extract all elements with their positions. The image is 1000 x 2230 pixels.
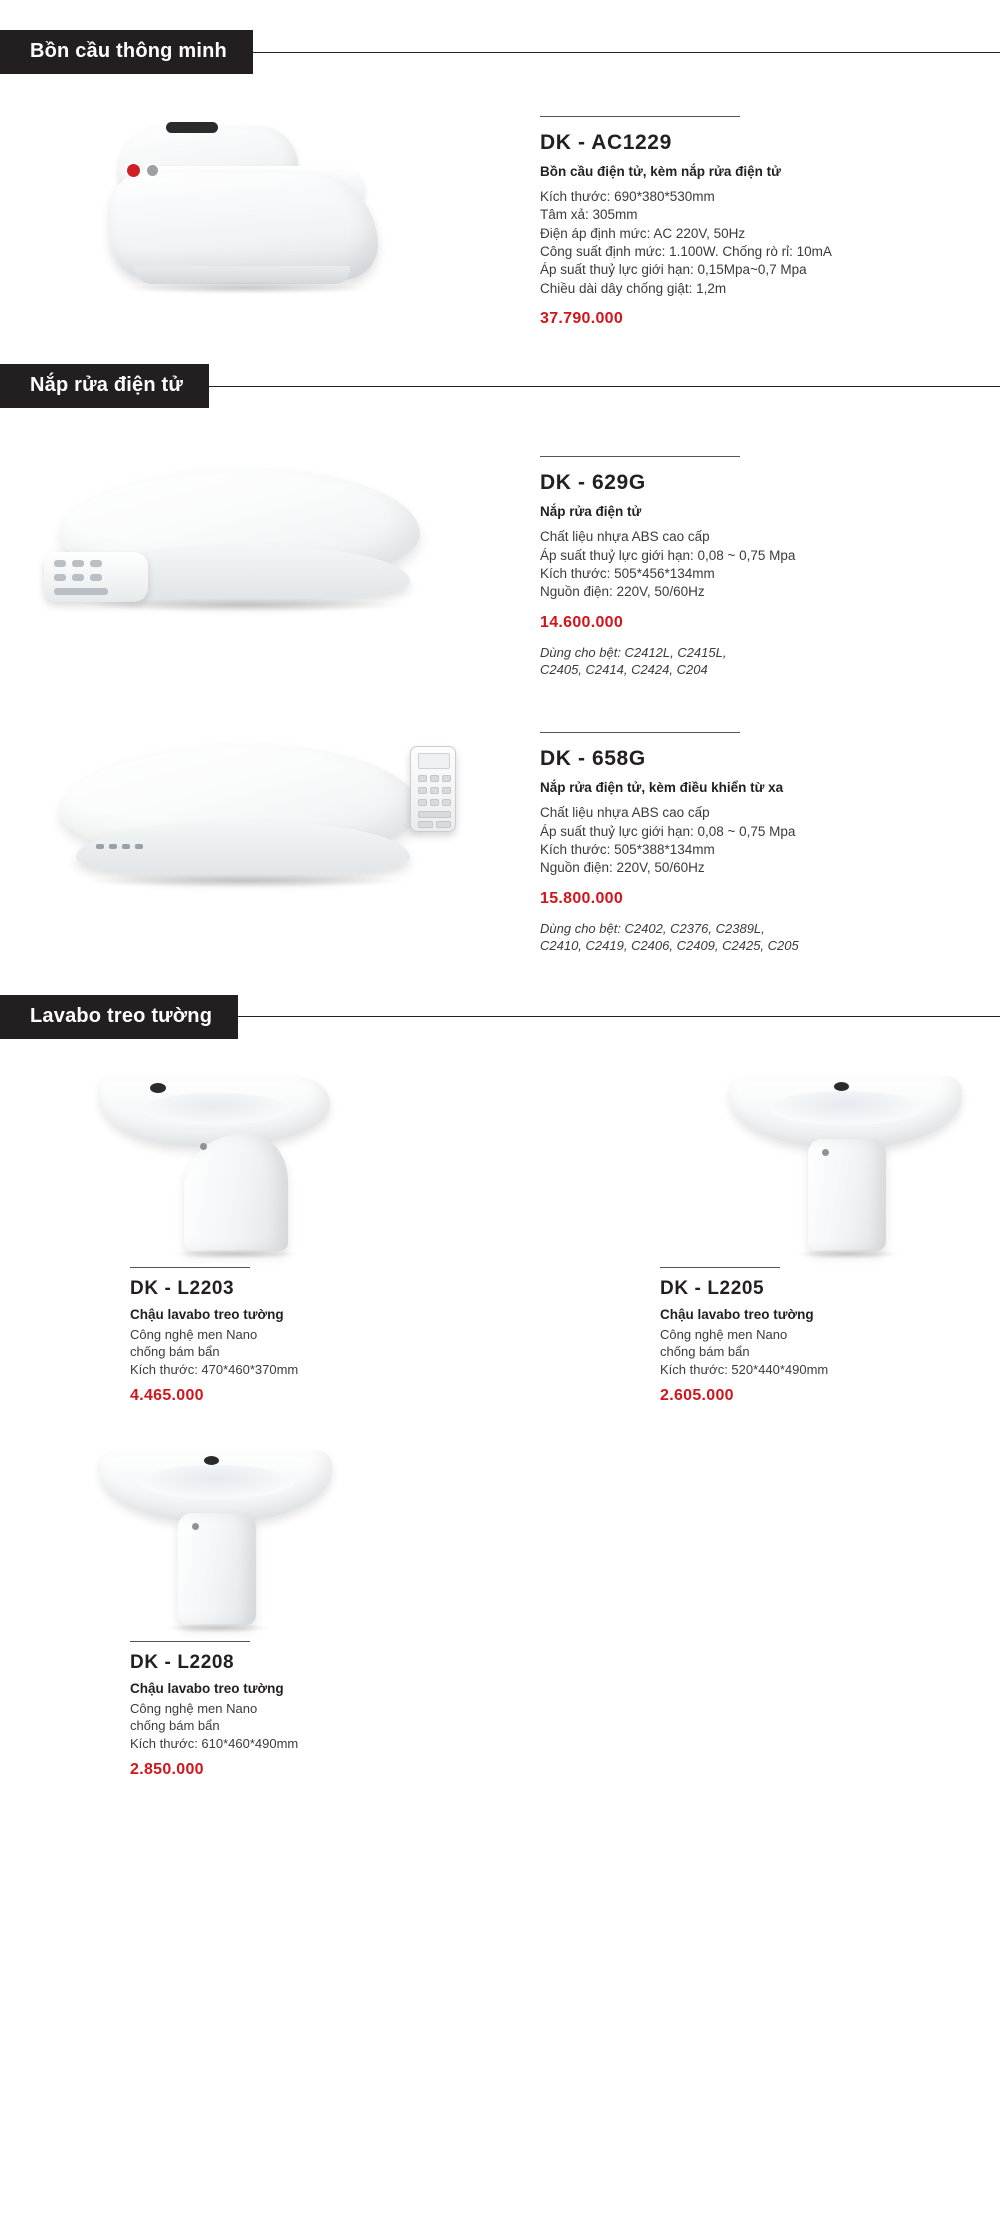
product-specs (540, 528, 1000, 601)
product-subtitle: Bồn cầu điện tử, kèm nắp rửa điện tử (540, 164, 781, 179)
spec-line: chống bám bẩn (130, 1718, 220, 1734)
basin-skirt (184, 1133, 288, 1251)
faucet-hole-icon (150, 1083, 166, 1093)
toilet-tank-top-panel (166, 122, 218, 133)
product-image-629g (0, 448, 540, 658)
panel-button-icon (54, 574, 66, 581)
product-cell-empty (500, 1415, 1000, 1789)
remote-button-icon (442, 799, 451, 806)
info-divider-line (540, 732, 740, 733)
smart-toilet-illustration (100, 116, 420, 301)
remote-button-icon (418, 811, 451, 818)
spec-line: Công suất định mức: 1.100W. Chống rò rỉ: 10mA (540, 244, 832, 260)
spec-line: Chất liệu nhựa ABS cao cấp (540, 805, 710, 821)
product-image-l2208 (0, 1441, 500, 1641)
remote-control-illustration (410, 746, 456, 832)
product-code: DK - L2208 (130, 1651, 235, 1673)
basin-bowl (138, 1465, 294, 1499)
product-price: 2.850.000 (130, 1760, 204, 1778)
remote-button-icon (418, 787, 427, 794)
seat-shadow (80, 598, 410, 612)
basin-shadow (794, 1249, 902, 1259)
lavabo-pedestal-illustration (100, 1451, 350, 1631)
product-specs (130, 1700, 500, 1753)
panel-button-icon (72, 560, 84, 567)
product-info-629g (540, 448, 1000, 678)
product-specs (540, 804, 1000, 877)
remote-button-icon (436, 821, 451, 828)
product-price: 4.465.000 (130, 1386, 204, 1404)
section-tag-label: Lavabo treo tường (0, 995, 238, 1039)
toilet-shadow (124, 282, 368, 294)
panel-button-icon (90, 574, 102, 581)
product-info-ac1229 (540, 108, 1000, 328)
product-row-629g (0, 448, 1000, 678)
side-button-icon (109, 844, 117, 849)
spec-line: Áp suất thuỷ lực giới hạn: 0,08 ~ 0,75 Mpa (540, 823, 796, 839)
side-button-icon (96, 844, 104, 849)
remote-button-icon (430, 799, 439, 806)
spec-line: Điện áp định mức: AC 220V, 50Hz (540, 225, 746, 241)
basin-bowl (768, 1091, 924, 1125)
spec-line: Nguồn điện: 220V, 50/60Hz (540, 860, 705, 876)
spec-line: Chất liệu nhựa ABS cao cấp (540, 529, 710, 545)
product-specs (540, 188, 1000, 298)
drain-fitting-icon (192, 1523, 199, 1530)
panel-button-icon (54, 560, 66, 567)
product-price: 37.790.000 (540, 310, 624, 328)
product-image-l2205 (500, 1067, 1000, 1267)
spec-line: chống bám bẩn (660, 1344, 750, 1360)
toilet-red-button-icon (127, 164, 140, 177)
product-info-l2208 (0, 1641, 500, 1779)
spec-line: Kích thước: 505*388*134mm (540, 842, 715, 858)
basin-half-pedestal (808, 1139, 886, 1251)
product-image-ac1229 (0, 108, 540, 308)
basin-bowl (140, 1093, 290, 1125)
spec-line: Kích thước: 520*440*490mm (660, 1362, 829, 1377)
section-divider-line (253, 52, 1000, 53)
note-line: Dùng cho bệt: C2412L, C2415L, (540, 644, 727, 660)
remote-button-icon (442, 787, 451, 794)
product-cell-l2203 (0, 1067, 500, 1415)
catalog-page (0, 30, 1000, 1789)
panel-button-icon (72, 574, 84, 581)
product-cell-l2205 (500, 1067, 1000, 1415)
note-line: Dùng cho bệt: C2402, C2376, C2389L, (540, 920, 765, 936)
spec-line: Công nghệ men Nano (130, 1326, 258, 1342)
info-divider-line (660, 1267, 780, 1268)
spec-line: Công nghệ men Nano (660, 1326, 788, 1342)
lavabo-grid (0, 1067, 1000, 1789)
drain-fitting-icon (200, 1143, 207, 1150)
product-code: DK - 658G (540, 747, 646, 771)
product-subtitle: Chậu lavabo treo tường (130, 1680, 284, 1696)
product-subtitle: Nắp rửa điện tử, kèm điều khiển từ xa (540, 780, 784, 796)
info-divider-line (130, 1267, 250, 1268)
basin-half-pedestal (178, 1513, 256, 1625)
spec-line: Công nghệ men Nano (130, 1700, 258, 1716)
product-code: DK - AC1229 (540, 131, 672, 154)
basin-shadow (164, 1623, 272, 1633)
remote-button-icon (430, 787, 439, 794)
faucet-hole-icon (204, 1456, 219, 1465)
remote-button-icon (418, 821, 433, 828)
remote-button-icon (418, 799, 427, 806)
toilet-grey-button-icon (147, 165, 158, 176)
remote-screen (418, 753, 450, 769)
product-subtitle: Chậu lavabo treo tường (130, 1306, 284, 1322)
seat-shadow (80, 874, 410, 888)
product-specs (130, 1326, 500, 1379)
product-info-658g (540, 724, 1000, 954)
spec-line: Kích thước: 470*460*370mm (130, 1362, 299, 1377)
basin-shadow (170, 1249, 300, 1259)
note-line: C2410, C2419, C2406, C2409, C2425, C205 (540, 938, 799, 954)
spec-line: Áp suất thuỷ lực giới hạn: 0,08 ~ 0,75 Mpa (540, 547, 796, 563)
product-price: 2.605.000 (660, 1386, 734, 1404)
product-row-658g (0, 724, 1000, 954)
lavabo-curved-illustration (100, 1077, 360, 1257)
remote-button-icon (430, 775, 439, 782)
section-header-wall-hung-basin (0, 995, 1000, 1039)
remote-button-icon (442, 775, 451, 782)
product-info-l2203 (0, 1267, 500, 1405)
info-divider-line (540, 116, 740, 117)
section-divider-line (238, 1016, 1000, 1017)
section-divider-line (209, 386, 1000, 387)
spec-line: Kích thước: 505*456*134mm (540, 565, 715, 581)
spec-line: Nguồn điện: 220V, 50/60Hz (540, 584, 705, 600)
product-row-ac1229 (0, 108, 1000, 328)
spec-line: Chiều dài dây chống giật: 1,2m (540, 280, 727, 296)
seat-side-buttons (96, 844, 156, 852)
spec-line: Áp suất thuỷ lực giới hạn: 0,15Mpa~0,7 Mpa (540, 262, 807, 278)
side-button-icon (122, 844, 130, 849)
section-tag-label: Bồn cầu thông minh (0, 30, 253, 74)
product-cell-l2208 (0, 1441, 500, 1789)
product-price: 15.800.000 (540, 889, 624, 907)
product-code: DK - 629G (540, 471, 646, 495)
panel-button-icon (90, 560, 102, 567)
side-button-icon (135, 844, 143, 849)
spec-line: Kích thước: 610*460*490mm (130, 1736, 299, 1752)
spec-line: Tâm xả: 305mm (540, 207, 638, 223)
drain-fitting-icon (822, 1149, 829, 1156)
product-info-l2205 (500, 1267, 1000, 1405)
product-image-658g (0, 724, 540, 939)
product-code: DK - L2205 (660, 1277, 765, 1299)
section-header-bidet-seat (0, 364, 1000, 408)
bidet-seat-illustration (40, 738, 470, 913)
bidet-seat-illustration (40, 462, 470, 637)
seat-control-panel (44, 552, 148, 602)
product-image-l2203 (0, 1067, 500, 1267)
note-line: C2405, C2414, C2424, C204 (540, 662, 708, 677)
info-divider-line (540, 456, 740, 457)
toilet-bowl (110, 172, 378, 280)
panel-button-icon (54, 588, 108, 595)
remote-button-icon (418, 775, 427, 782)
product-specs (660, 1326, 1000, 1379)
product-subtitle: Nắp rửa điện tử (540, 504, 642, 520)
section-header-smart-toilet (0, 30, 1000, 74)
section-tag-label: Nắp rửa điện tử (0, 364, 209, 408)
product-subtitle: Chậu lavabo treo tường (660, 1306, 814, 1322)
faucet-hole-icon (834, 1082, 849, 1091)
spec-line: Kích thước: 690*380*530mm (540, 189, 715, 204)
product-code: DK - L2203 (130, 1277, 235, 1299)
product-compatibility-note (540, 644, 1000, 679)
info-divider-line (130, 1641, 250, 1642)
product-compatibility-note (540, 920, 1000, 955)
product-price: 14.600.000 (540, 613, 624, 631)
lavabo-pedestal-illustration (730, 1077, 980, 1257)
spec-line: chống bám bẩn (130, 1344, 220, 1360)
